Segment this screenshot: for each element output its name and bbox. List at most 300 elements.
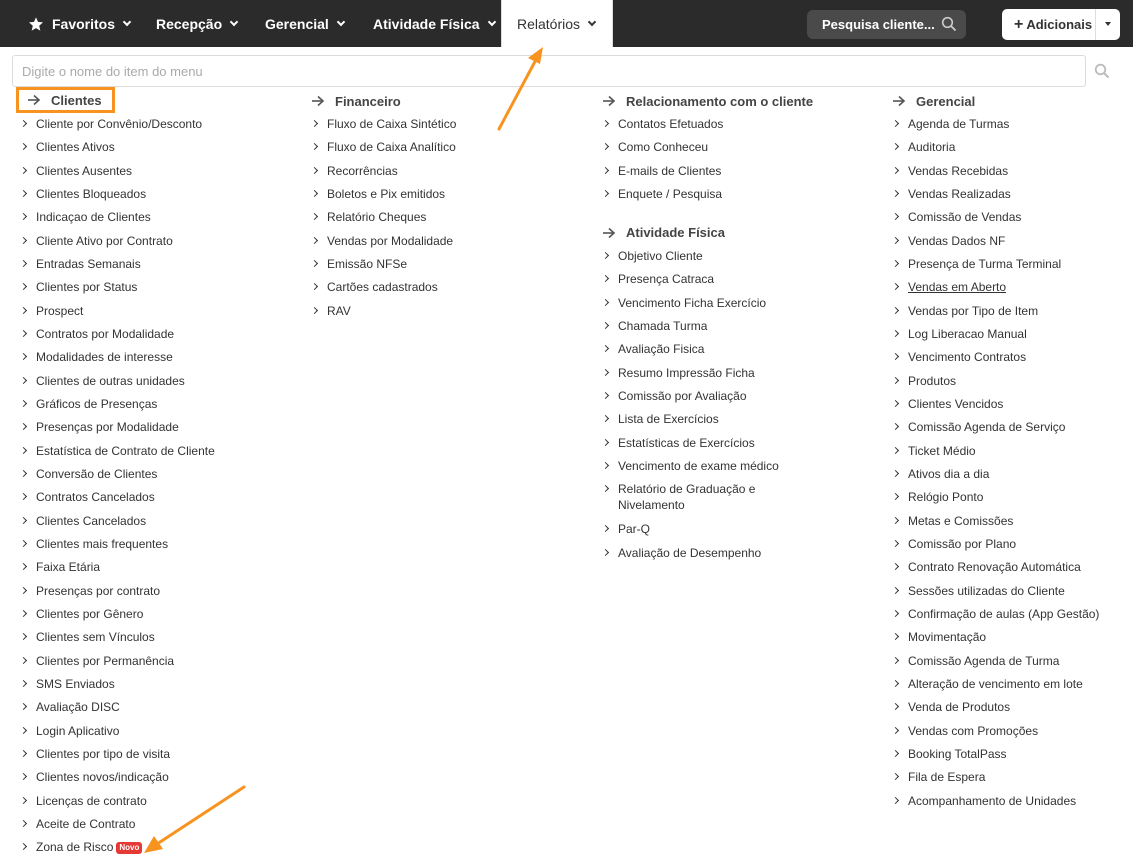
menu-item-label: Clientes Ativos <box>36 140 115 155</box>
menu-item-label: Chamada Turma <box>618 318 708 333</box>
chevron-right-icon <box>311 213 318 220</box>
chevron-right-icon <box>602 143 609 150</box>
chevron-right-icon <box>892 307 899 314</box>
nav-label: Favoritos <box>52 15 116 32</box>
menu-item-label: Sessões utilizadas do Cliente <box>908 583 1065 598</box>
menu-item-label: Comissão Agenda de Turma <box>908 653 1060 668</box>
menu-item[interactable] <box>20 233 215 249</box>
arrow-right-icon <box>892 95 906 107</box>
section-title: Financeiro <box>335 93 401 109</box>
chevron-right-icon <box>602 299 609 306</box>
menu-item[interactable] <box>602 545 813 561</box>
chevron-right-icon <box>892 493 899 500</box>
menu-item-label: Clientes Cancelados <box>36 513 147 528</box>
menu-item[interactable] <box>892 489 1099 505</box>
menu-item-label: Clientes Vencidos <box>908 396 1004 411</box>
menu-item-label: Presença Catraca <box>618 272 715 287</box>
menu-item[interactable] <box>602 186 813 202</box>
chevron-right-icon <box>602 345 609 352</box>
chevron-right-icon <box>311 283 318 290</box>
menu-item-label: Gráficos de Presenças <box>36 396 158 411</box>
menu-item-label: Ticket Médio <box>908 443 976 458</box>
menu-item-label: Indicaçao de Clientes <box>36 210 151 225</box>
chevron-right-icon <box>20 680 27 687</box>
menu-item-label: Vendas Realizadas <box>908 186 1011 201</box>
search-icon <box>941 16 957 32</box>
menu-item-label: Presenças por contrato <box>36 583 161 598</box>
chevron-right-icon <box>892 377 899 384</box>
menu-item[interactable] <box>311 233 456 249</box>
chevron-right-icon <box>602 167 609 174</box>
chevron-right-icon <box>892 610 899 617</box>
nav-label: Relatórios <box>517 15 581 32</box>
chevron-right-icon <box>20 237 27 244</box>
menu-item-label: Login Aplicativo <box>36 723 120 738</box>
menu-item-label: Confirmação de aulas (App Gestão) <box>908 606 1100 621</box>
menu-item[interactable] <box>20 489 215 505</box>
menu-item[interactable] <box>892 629 1099 645</box>
menu-item[interactable] <box>20 723 215 739</box>
chevron-right-icon <box>20 633 27 640</box>
menu-item-label: Metas e Comissões <box>908 513 1014 528</box>
menu-item-label: Estatísticas de Exercícios <box>618 435 755 450</box>
chevron-right-icon <box>311 120 318 127</box>
menu-item[interactable] <box>20 466 215 482</box>
nav-favoritos[interactable] <box>28 0 130 47</box>
menu-item-label: Auditoria <box>908 140 956 155</box>
menu-item[interactable] <box>892 746 1099 762</box>
chevron-down-icon <box>487 17 495 25</box>
chevron-right-icon <box>602 525 609 532</box>
menu-item[interactable] <box>892 163 1099 179</box>
menu-item[interactable] <box>892 326 1099 342</box>
chevron-right-icon <box>892 796 899 803</box>
chevron-down-icon <box>588 17 596 25</box>
section-header-financeiro[interactable] <box>311 89 456 113</box>
menu-item[interactable] <box>892 186 1099 202</box>
menu-item-label: Contratos Cancelados <box>36 490 155 505</box>
chevron-right-icon <box>892 587 899 594</box>
nav-label: Recepção <box>156 15 223 32</box>
menu-item-label: E-mails de Clientes <box>618 163 722 178</box>
menu-item[interactable] <box>892 653 1099 669</box>
menu-item-label: Par-Q <box>618 522 651 537</box>
menu-item[interactable] <box>20 139 215 155</box>
nav-relatorios[interactable] <box>501 0 613 47</box>
menu-item[interactable] <box>20 583 215 599</box>
menu-item[interactable] <box>892 793 1099 809</box>
menu-item-label: Fluxo de Caixa Analítico <box>327 140 456 155</box>
chevron-right-icon <box>892 330 899 337</box>
chevron-right-icon <box>20 703 27 710</box>
menu-item[interactable] <box>20 629 215 645</box>
menu-item[interactable] <box>892 419 1099 435</box>
menu-item[interactable] <box>892 676 1099 692</box>
menu-item[interactable] <box>892 443 1099 459</box>
menu-item[interactable] <box>602 163 813 179</box>
menu-item[interactable] <box>602 271 813 287</box>
arrow-right-icon <box>602 227 616 239</box>
menu-item-label: Lista de Exercícios <box>618 412 719 427</box>
menu-item[interactable] <box>20 303 215 319</box>
menu-item-label: Relatório Cheques <box>327 210 427 225</box>
plus-icon: + <box>1014 15 1024 33</box>
section-title: Clientes <box>51 92 102 108</box>
menu-item[interactable] <box>602 116 813 132</box>
menu-item[interactable] <box>20 116 215 132</box>
section-header-relacionamento[interactable] <box>602 89 813 113</box>
chevron-right-icon <box>602 275 609 282</box>
column-clientes <box>20 89 215 863</box>
menu-item[interactable] <box>311 186 456 202</box>
menu-item[interactable] <box>311 163 456 179</box>
menu-item[interactable] <box>892 116 1099 132</box>
menu-item-label: Boletos e Pix emitidos <box>327 186 446 201</box>
nav-atividade-fisica[interactable] <box>373 0 495 47</box>
menu-item[interactable] <box>892 139 1099 155</box>
menu-item-label: Clientes sem Vínculos <box>36 630 155 645</box>
menu-item[interactable] <box>311 279 456 295</box>
menu-item-label: Acompanhamento de Unidades <box>908 793 1077 808</box>
chevron-right-icon <box>20 353 27 360</box>
chevron-right-icon <box>311 143 318 150</box>
menu-item-label: Estatística de Contrato de Cliente <box>36 443 215 458</box>
menu-item[interactable] <box>892 303 1099 319</box>
chevron-down-icon <box>337 17 345 25</box>
menu-item-label: Vendas Recebidas <box>908 163 1009 178</box>
chevron-right-icon <box>20 726 27 733</box>
menu-item-label: Contratos por Modalidade <box>36 326 175 341</box>
menu-item[interactable] <box>20 163 215 179</box>
chevron-right-icon <box>602 252 609 259</box>
chevron-right-icon <box>892 703 899 710</box>
chevron-right-icon <box>20 750 27 757</box>
menu-item[interactable] <box>20 559 215 575</box>
arrow-right-icon <box>311 95 325 107</box>
chevron-right-icon <box>892 237 899 244</box>
menu-item-label: Vencimento de exame médico <box>618 458 779 473</box>
menu-item[interactable] <box>892 723 1099 739</box>
chevron-right-icon <box>20 143 27 150</box>
menu-item-label: Vendas em Aberto <box>908 280 1007 295</box>
menu-item-label: Clientes por tipo de visita <box>36 746 171 761</box>
menu-item-label: Modalidades de interesse <box>36 350 173 365</box>
section-title: Gerencial <box>916 93 976 109</box>
top-navbar <box>0 0 1133 47</box>
section-title: Atividade Física <box>626 225 725 241</box>
menu-item[interactable] <box>311 139 456 155</box>
annotation-arrow <box>490 44 550 134</box>
menu-item[interactable] <box>602 411 813 427</box>
menu-item-label: Avaliação Fisica <box>618 342 705 357</box>
chevron-right-icon <box>892 190 899 197</box>
menu-item[interactable] <box>20 209 215 225</box>
chevron-right-icon <box>20 213 27 220</box>
menu-item-label: Fila de Espera <box>908 770 986 785</box>
chevron-right-icon <box>311 237 318 244</box>
add-button[interactable] <box>1002 9 1120 40</box>
menu-item-label: Enquete / Pesquisa <box>618 186 723 201</box>
chevron-right-icon <box>892 540 899 547</box>
menu-item-label: RAV <box>327 303 351 318</box>
chevron-right-icon <box>20 400 27 407</box>
menu-item-label: Clientes Ausentes <box>36 163 133 178</box>
chevron-right-icon <box>20 517 27 524</box>
menu-item-label: Ativos dia a dia <box>908 466 990 481</box>
chevron-right-icon <box>602 392 609 399</box>
menu-item[interactable] <box>892 349 1099 365</box>
chevron-right-icon <box>20 540 27 547</box>
menu-item-label: Agenda de Turmas <box>908 117 1010 131</box>
chevron-right-icon <box>892 750 899 757</box>
menu-item-label: Presenças por Modalidade <box>36 420 179 435</box>
menu-item[interactable] <box>892 233 1099 249</box>
chevron-right-icon <box>311 307 318 314</box>
menu-item-label: Relatório de Graduação e Nivelamento <box>618 482 756 513</box>
menu-item-label: SMS Enviados <box>36 676 115 691</box>
section-header-clientes[interactable] <box>16 87 115 113</box>
menu-item-label: Avaliação de Desempenho <box>618 545 762 560</box>
menu-item-label: Fluxo de Caixa Sintético <box>327 117 457 131</box>
menu-item[interactable] <box>892 583 1099 599</box>
chevron-right-icon <box>20 120 27 127</box>
menu-item[interactable] <box>20 513 215 529</box>
chevron-right-icon <box>20 307 27 314</box>
chevron-right-icon <box>892 633 899 640</box>
menu-item-label: Relógio Ponto <box>908 490 984 505</box>
menu-item-label: Movimentação <box>908 630 987 645</box>
menu-item-label: Aceite de Contrato <box>36 816 136 831</box>
chevron-right-icon <box>20 167 27 174</box>
chevron-right-icon <box>892 470 899 477</box>
new-badge: Novo <box>116 842 142 854</box>
client-search-button[interactable] <box>807 10 966 39</box>
annotation-arrow <box>138 782 250 862</box>
menu-item[interactable] <box>20 373 215 389</box>
chevron-right-icon <box>20 796 27 803</box>
menu-item-label: Comissão por Plano <box>908 536 1017 551</box>
menu-item-label: Booking TotalPass <box>908 746 1007 761</box>
chevron-right-icon <box>892 680 899 687</box>
chevron-right-icon <box>892 517 899 524</box>
menu-item[interactable] <box>602 388 813 404</box>
menu-item-label: Vencimento Ficha Exercício <box>618 295 767 310</box>
menu-item-label: Recorrências <box>327 163 398 178</box>
chevron-down-icon <box>230 17 238 25</box>
chevron-right-icon <box>892 657 899 664</box>
menu-item[interactable] <box>311 303 456 319</box>
menu-item-label: Prospect <box>36 303 84 318</box>
menu-item[interactable] <box>20 326 215 342</box>
menu-item-label: Log Liberacao Manual <box>908 326 1027 341</box>
menu-item[interactable] <box>892 513 1099 529</box>
menu-item-label: Clientes por Status <box>36 280 138 295</box>
menu-item-label: Faixa Etária <box>36 560 101 575</box>
menu-item[interactable] <box>20 256 215 272</box>
divider <box>1095 9 1096 40</box>
nav-gerencial[interactable] <box>265 0 344 47</box>
menu-item[interactable] <box>602 248 813 264</box>
menu-item[interactable] <box>20 349 215 365</box>
chevron-right-icon <box>892 353 899 360</box>
column-gerencial <box>892 89 1099 816</box>
menu-item-label: Clientes mais frequentes <box>36 536 169 551</box>
chevron-right-icon <box>602 120 609 127</box>
nav-label: Atividade Física <box>373 15 480 32</box>
chevron-right-icon <box>20 587 27 594</box>
menu-item-label: Como Conheceu <box>618 140 709 155</box>
star-icon <box>28 16 44 32</box>
nav-recepcao[interactable] <box>156 0 237 47</box>
chevron-right-icon <box>602 369 609 376</box>
menu-list <box>20 116 215 855</box>
column-relacionamento <box>602 89 813 568</box>
chevron-right-icon <box>20 377 27 384</box>
menu-item-label: Zona de Risco <box>36 840 114 855</box>
chevron-down-icon <box>123 17 131 25</box>
menu-item-label: Contatos Efetuados <box>618 117 724 131</box>
menu-item-label: Licenças de contrato <box>36 793 147 808</box>
menu-item-label: Avaliação DISC <box>36 700 120 715</box>
chevron-right-icon <box>892 400 899 407</box>
menu-item-label: Clientes por Permanência <box>36 653 175 668</box>
menu-item[interactable] <box>602 139 813 155</box>
chevron-right-icon <box>20 260 27 267</box>
menu-item[interactable] <box>20 676 215 692</box>
nav-label: Gerencial <box>265 15 329 32</box>
menu-item[interactable] <box>892 536 1099 552</box>
chevron-right-icon <box>311 190 318 197</box>
menu-item[interactable] <box>892 396 1099 412</box>
chevron-right-icon <box>892 447 899 454</box>
chevron-right-icon <box>20 190 27 197</box>
menu-item-label: Produtos <box>908 373 957 388</box>
menu-item-label: Objetivo Cliente <box>618 248 703 263</box>
menu-item[interactable] <box>602 435 813 451</box>
chevron-right-icon <box>602 485 609 492</box>
menu-item[interactable] <box>602 521 813 537</box>
section-header-atividade-fisica[interactable] <box>602 221 813 245</box>
menu-item-label: Clientes de outras unidades <box>36 373 185 388</box>
menu-item-label: Comissão de Vendas <box>908 210 1022 225</box>
chevron-right-icon <box>20 657 27 664</box>
menu-item[interactable] <box>20 699 215 715</box>
chevron-right-icon <box>602 322 609 329</box>
menu-item-label: Vendas com Promoções <box>908 723 1039 738</box>
menu-list <box>892 116 1099 809</box>
chevron-right-icon <box>20 610 27 617</box>
menu-item[interactable] <box>602 458 813 474</box>
menu-item-label: Alteração de vencimento em lote <box>908 676 1083 691</box>
menu-item[interactable] <box>602 318 813 334</box>
menu-item[interactable] <box>20 653 215 669</box>
chevron-right-icon <box>892 726 899 733</box>
menu-item[interactable] <box>892 699 1099 715</box>
menu-item[interactable] <box>311 209 456 225</box>
chevron-right-icon <box>20 283 27 290</box>
column-financeiro <box>311 89 456 326</box>
menu-item[interactable] <box>892 606 1099 622</box>
chevron-right-icon <box>20 773 27 780</box>
menu-item[interactable] <box>20 279 215 295</box>
chevron-right-icon <box>602 549 609 556</box>
menu-item-label: Comissão Agenda de Serviço <box>908 420 1066 435</box>
menu-list <box>602 248 813 561</box>
menu-item[interactable] <box>20 746 215 762</box>
caret-down-icon[interactable] <box>1105 22 1111 26</box>
section-header-gerencial[interactable] <box>892 89 1099 113</box>
menu-item-label: Vendas Dados NF <box>908 233 1006 248</box>
chevron-right-icon <box>20 447 27 454</box>
menu-item[interactable] <box>602 341 813 357</box>
menu-item-label: Entradas Semanais <box>36 256 141 271</box>
menu-item[interactable] <box>892 769 1099 785</box>
arrow-right-icon <box>602 95 616 107</box>
menu-item[interactable] <box>311 256 456 272</box>
section-title: Relacionamento com o cliente <box>626 93 814 109</box>
menu-item[interactable] <box>20 536 215 552</box>
menu-item-label: Cartões cadastrados <box>327 280 438 295</box>
chevron-right-icon <box>602 462 609 469</box>
chevron-right-icon <box>602 415 609 422</box>
menu-item[interactable] <box>20 419 215 435</box>
chevron-right-icon <box>892 143 899 150</box>
chevron-right-icon <box>20 563 27 570</box>
menu-item[interactable] <box>892 209 1099 225</box>
menu-item[interactable] <box>20 606 215 622</box>
menu-item-label: Emissão NFSe <box>327 256 408 271</box>
menu-item[interactable] <box>20 396 215 412</box>
menu-item[interactable] <box>602 365 813 381</box>
chevron-right-icon <box>20 470 27 477</box>
menu-item[interactable] <box>20 443 215 459</box>
menu-item[interactable] <box>892 466 1099 482</box>
menu-item[interactable] <box>892 559 1099 575</box>
chevron-right-icon <box>20 843 27 850</box>
chevron-right-icon <box>892 260 899 267</box>
chevron-right-icon <box>892 283 899 290</box>
menu-item[interactable] <box>892 279 1099 295</box>
menu-item[interactable] <box>311 116 456 132</box>
menu-item-label: Resumo Impressão Ficha <box>618 365 755 380</box>
arrow-right-icon <box>27 94 41 106</box>
chevron-right-icon <box>892 563 899 570</box>
chevron-right-icon <box>311 167 318 174</box>
chevron-right-icon <box>20 423 27 430</box>
menu-item[interactable] <box>20 186 215 202</box>
menu-item[interactable] <box>892 256 1099 272</box>
menu-item[interactable] <box>602 295 813 311</box>
menu-item[interactable] <box>602 481 772 513</box>
chevron-right-icon <box>892 120 899 127</box>
menu-item-label: Vendas por Tipo de Item <box>908 303 1039 318</box>
menu-item-label: Clientes novos/indicação <box>36 770 169 785</box>
menu-item-label: Clientes por Gênero <box>36 606 144 621</box>
menu-list <box>602 116 813 202</box>
menu-item[interactable] <box>892 373 1099 389</box>
menu-item-label: Conversão de Clientes <box>36 466 158 481</box>
menu-item-label: Presença de Turma Terminal <box>908 256 1062 271</box>
chevron-right-icon <box>20 820 27 827</box>
search-icon[interactable] <box>1094 63 1110 79</box>
menu-item-label: Vendas por Modalidade <box>327 233 454 248</box>
chevron-right-icon <box>20 493 27 500</box>
client-search-label: Pesquisa cliente... <box>822 17 935 32</box>
chevron-right-icon <box>20 330 27 337</box>
chevron-right-icon <box>311 260 318 267</box>
chevron-right-icon <box>892 167 899 174</box>
add-button-label: Adicionais <box>1026 17 1093 32</box>
